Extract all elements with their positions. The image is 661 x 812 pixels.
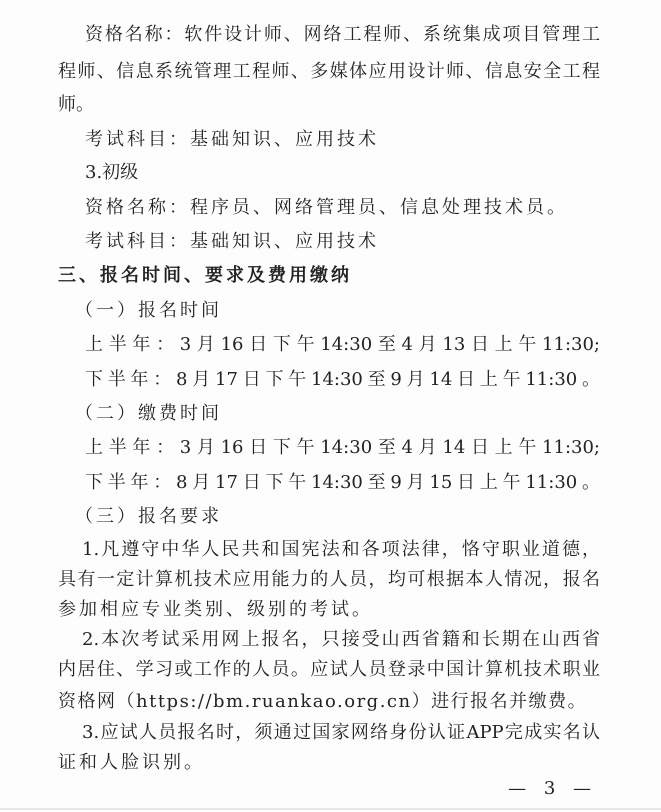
paragraph-line: 程师、信息系统管理工程师、多媒体应用设计师、信息安全工程 [58, 61, 600, 82]
paragraph-line: 考试科目：基础知识、应用技术 [85, 231, 379, 252]
paragraph-line: 具有一定计算机技术应用能力的人员，均可根据本人情况，报名 [58, 569, 600, 590]
paragraph-line: 参加相应专业类别、级别的考试。 [58, 599, 373, 620]
paragraph-line: 3.初级 [85, 162, 139, 183]
paragraph-line: 资格网（https://bm.ruankao.org.cn）进行报名并缴费。 [58, 691, 588, 712]
paragraph-line: 师。 [58, 94, 94, 115]
paragraph-line: 1.凡遵守中华人民共和国宪法和各项法律，恪守职业道德， [82, 539, 600, 560]
paragraph-line: 下半年：8月17日下午14:30至9月14日上午11:30。 [85, 369, 600, 390]
paragraph-line: 考试科目：基础知识、应用技术 [85, 129, 379, 150]
paragraph-line: 下半年：8月17日下午14:30至9月15日上午11:30。 [85, 472, 600, 493]
paragraph-line: 资格名称：软件设计师、网络工程师、系统集成项目管理工 [85, 24, 600, 45]
paragraph-line: 2.本次考试采用网上报名，只接受山西省籍和长期在山西省 [82, 629, 600, 650]
page-number: — 3 — [508, 778, 597, 799]
paragraph-line: 证和人脸识别。 [58, 752, 205, 773]
subsection-heading: （一）报名时间 [75, 300, 222, 321]
paragraph-line: 内居住、学习或工作的人员。应试人员登录中国计算机技术职业 [58, 659, 600, 680]
subsection-heading: （三）报名要求 [75, 506, 222, 527]
paragraph-line: 上半年：3月16日下午14:30至4月14日上午11:30; [85, 437, 600, 458]
paragraph-line: 资格名称：程序员、网络管理员、信息处理技术员。 [85, 197, 568, 218]
section-heading: 三、报名时间、要求及费用缴纳 [58, 265, 352, 286]
paragraph-line: 3.应试人员报名时，须通过国家网络身份认证APP完成实名认 [82, 722, 600, 743]
page-bottom-divider [0, 808, 661, 810]
subsection-heading: （二）缴费时间 [75, 403, 222, 424]
paragraph-line: 上半年：3月16日下午14:30至4月13日上午11:30; [85, 334, 600, 355]
